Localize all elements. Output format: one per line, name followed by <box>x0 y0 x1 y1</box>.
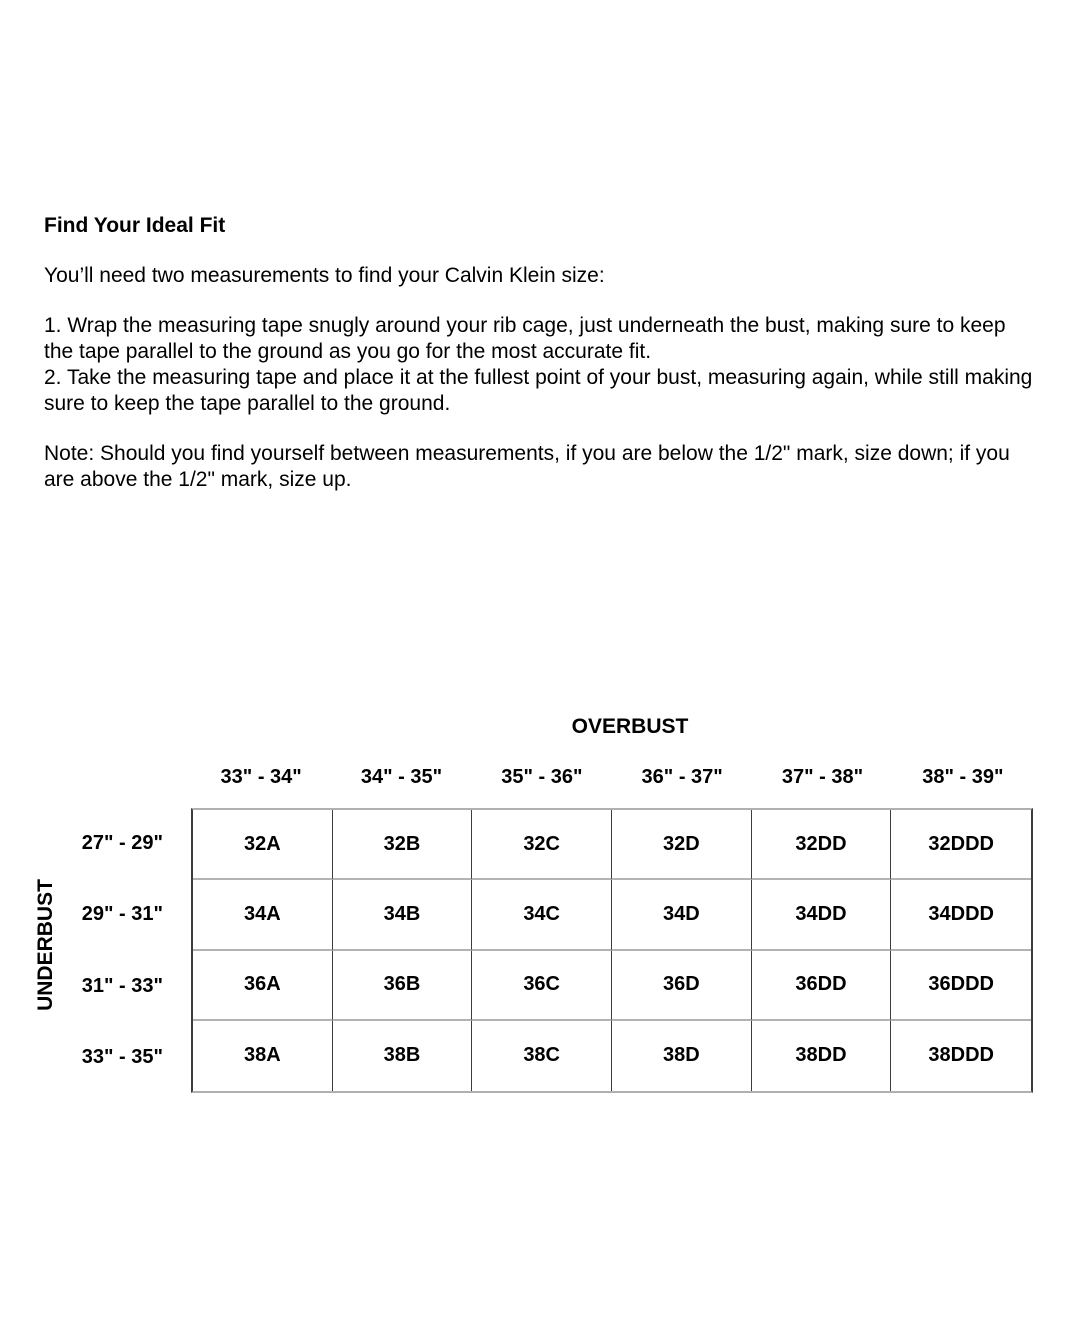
size-cell: 36DD <box>752 951 892 1021</box>
size-cell: 34C <box>472 880 612 950</box>
size-cell: 32A <box>193 810 333 880</box>
size-cell: 34D <box>612 880 752 950</box>
column-header-1: 33" - 34" <box>220 766 302 788</box>
row-label-3: 31" - 33" <box>81 974 163 997</box>
size-cell: 38B <box>333 1021 473 1091</box>
size-cell: 38DDD <box>928 1044 994 1067</box>
size-cell: 36DDD <box>891 951 1031 1021</box>
size-cell: 32D <box>612 810 752 880</box>
size-cell: 34DD <box>752 880 892 950</box>
overbust-axis-label: OVERBUST <box>571 715 689 738</box>
note-text: Note: Should you find yourself between measurements, if you are below the 1/2" mark, size down; if you are above the 1/2" mark, size up. <box>44 442 1010 491</box>
size-cell: 36C <box>472 951 612 1021</box>
size-cell: 34B <box>333 880 473 950</box>
size-cell: 36D <box>612 951 752 1021</box>
row-label-2: 29" - 31" <box>81 903 163 926</box>
column-header-4: 36" - 37" <box>641 766 723 788</box>
size-cell: 34A <box>193 880 333 950</box>
size-cell: 38DD <box>752 1021 892 1091</box>
size-cell: 36A <box>193 951 333 1021</box>
size-cell: 38C <box>472 1021 612 1091</box>
underbust-axis-label: UNDERBUST <box>34 879 57 1011</box>
size-cell: 32B <box>333 810 473 880</box>
size-cell: 32DDD <box>891 810 1031 880</box>
row-labels <box>60 808 163 1093</box>
measurement-step-1: 1. Wrap the measuring tape snugly around your rib cage, just underneath the bust, making sure to keep the tape parallel to the ground as you go for the most accurate fit. <box>44 314 1006 363</box>
size-cell: 38A <box>193 1021 333 1091</box>
row-label-1: 27" - 29" <box>81 832 163 855</box>
size-cell: 38D <box>612 1021 752 1091</box>
column-header-5: 37" - 38" <box>781 766 864 788</box>
size-grid <box>191 808 1033 1093</box>
column-header-2: 34" - 35" <box>360 766 443 788</box>
size-cell: 32C <box>472 810 612 880</box>
measurement-steps <box>44 313 1037 417</box>
instructions-section <box>44 213 1037 493</box>
column-headers <box>191 764 1033 790</box>
column-header-6: 38" - 39" <box>922 766 1004 788</box>
size-cell: 34DDD <box>891 880 1031 950</box>
size-cell: 32DD <box>752 810 892 880</box>
page-title: Find Your Ideal Fit <box>44 214 226 237</box>
row-label-4: 33" - 35" <box>81 1045 163 1068</box>
column-header-3: 35" - 36" <box>501 766 583 788</box>
measurement-step-2: 2. Take the measuring tape and place it at the fullest point of your bust, measuring again, while still making sure to keep the tape parallel to the ground. <box>44 366 1033 415</box>
intro-text: You’ll need two measurements to find your Calvin Klein size: <box>44 264 605 287</box>
size-cell: 36B <box>333 951 473 1021</box>
